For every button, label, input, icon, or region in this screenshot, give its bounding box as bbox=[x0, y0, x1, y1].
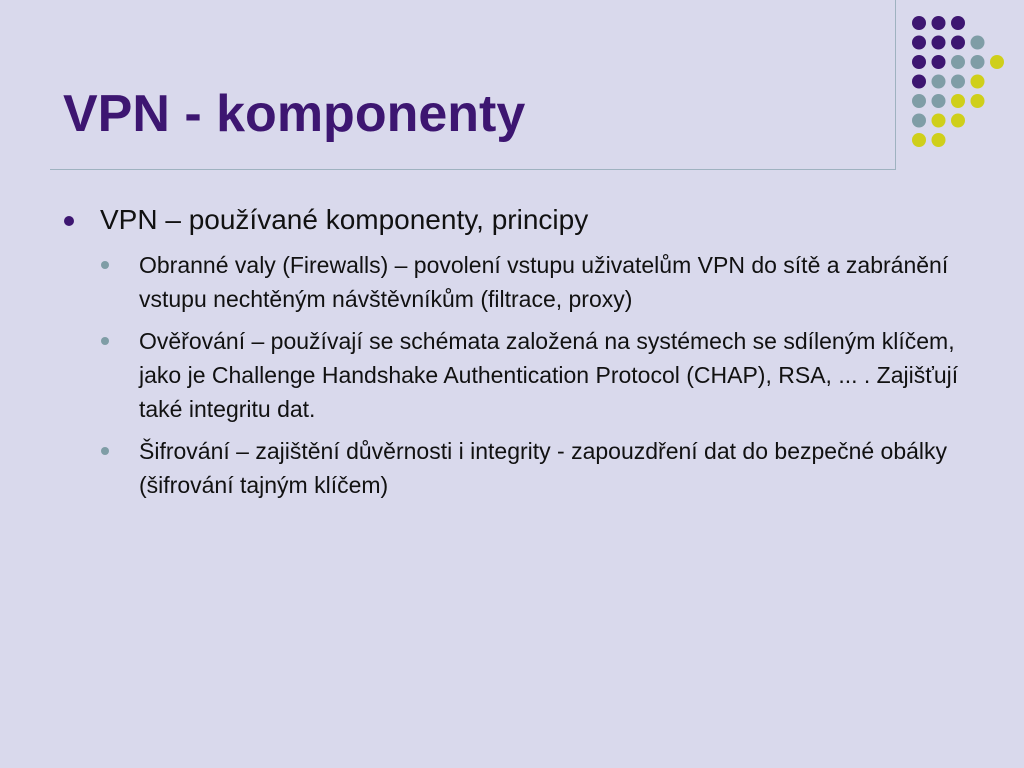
bullet-level1 bbox=[62, 200, 982, 240]
decor-dot-yellow bbox=[971, 75, 985, 89]
bullet-dot bbox=[101, 337, 109, 345]
decor-dot-purple bbox=[932, 55, 946, 69]
decor-dot-teal bbox=[932, 75, 946, 89]
decor-dot-yellow bbox=[951, 94, 965, 108]
decor-dot-yellow bbox=[932, 114, 946, 128]
decor-dot-teal bbox=[971, 55, 985, 69]
decor-dot-teal bbox=[912, 94, 926, 108]
decor-dot-purple bbox=[951, 16, 965, 30]
slide-title: VPN - komponenty bbox=[63, 85, 526, 143]
bullet-dot bbox=[64, 216, 74, 226]
bullet-text: Ověřování – používají se schémata založená na systémech se sdíleným klíčem, jako je Challenge Handshake Authentication Protocol (CHAP), RSA, ... . Zajišťují také integritu dat. bbox=[139, 328, 959, 422]
decor-dot-yellow bbox=[990, 55, 1004, 69]
bullet-dot bbox=[101, 447, 109, 455]
decor-dot-teal bbox=[932, 94, 946, 108]
decor-dot-yellow bbox=[932, 133, 946, 147]
decor-dot-teal bbox=[912, 114, 926, 128]
bullet-text: VPN – používané komponenty, principy bbox=[100, 204, 589, 235]
decor-dot-purple bbox=[951, 36, 965, 50]
slide-body bbox=[62, 200, 982, 502]
bullet-level2 bbox=[101, 248, 982, 316]
decor-dot-yellow bbox=[912, 133, 926, 147]
decor-dot-purple bbox=[912, 55, 926, 69]
bullet-level2 bbox=[101, 324, 982, 426]
decor-dot-purple bbox=[912, 75, 926, 89]
decor-dot-teal bbox=[951, 55, 965, 69]
decor-dot-purple bbox=[932, 36, 946, 50]
decor-dot-yellow bbox=[951, 114, 965, 128]
bullet-dot bbox=[101, 261, 109, 269]
bullet-level2 bbox=[101, 434, 982, 502]
decor-dot-purple bbox=[912, 36, 926, 50]
decor-dot-teal bbox=[951, 75, 965, 89]
decor-dot-purple bbox=[912, 16, 926, 30]
decor-dot-teal bbox=[971, 36, 985, 50]
decor-dot-purple bbox=[932, 16, 946, 30]
decor-dot-yellow bbox=[971, 94, 985, 108]
bullet-text: Obranné valy (Firewalls) – povolení vstupu uživatelům VPN do sítě a zabránění vstupu nechtěným návštěvníkům (filtrace, proxy) bbox=[139, 252, 949, 312]
bullet-text: Šifrování – zajištění důvěrnosti i integrity - zapouzdření dat do bezpečné obálky (šifrování tajným klíčem) bbox=[139, 438, 948, 498]
